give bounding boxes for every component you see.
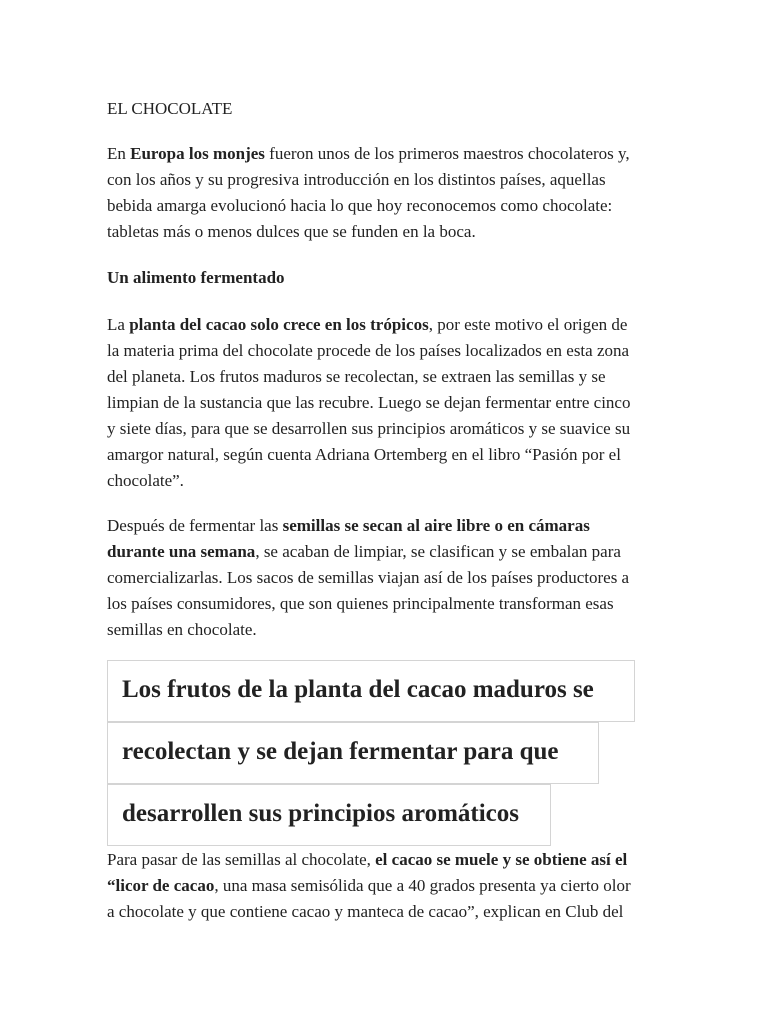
cacao-line-3: del planeta. Los frutos maduros se recolectan, se extraen las semillas y se [107, 367, 606, 386]
intro-line-1-post: fueron unos de los primeros maestros chocolateros y, [264, 144, 630, 163]
cacao-line-1-pre: La [107, 315, 130, 334]
licor-bold-licor: “licor de cacao [107, 876, 215, 895]
intro-line-4: tabletas más o menos dulces que se funden en la boca. [107, 222, 476, 241]
drying-line-1-pre: Después de fermentar las [107, 516, 283, 535]
cacao-line-7: chocolate”. [107, 471, 184, 490]
drying-line-2-post: , se acaban de limpiar, se clasifican y se embalan para [255, 542, 621, 561]
intro-line-1-pre: En [107, 144, 131, 163]
licor-line-1 [107, 847, 663, 873]
cacao-line-4: limpian de la sustancia que las recubre. Luego se dejan fermentar entre cinco [107, 393, 631, 412]
cacao-line-6: amargor natural, según cuenta Adriana Ortemberg en el libro “Pasión por el [107, 445, 621, 464]
section-heading: Un alimento fermentado [107, 268, 285, 287]
drying-paragraph [107, 513, 663, 643]
licor-paragraph [107, 847, 663, 925]
drying-line-2 [107, 539, 663, 565]
drying-bold-semillas: semillas se secan al aire libre o en cámaras [282, 516, 590, 535]
drying-line-5: semillas en chocolate. [107, 620, 257, 639]
intro-bold-europa: Europa los monjes [130, 144, 265, 163]
intro-line-2: con los años y su progresiva introducción en los distintos países, aquellas [107, 170, 606, 189]
cacao-line-2: la materia prima del chocolate procede de los países localizados en esta zona [107, 341, 630, 360]
pull-quote-line-2: recolectan y se dejan fermentar para que [107, 722, 599, 784]
cacao-line-1-post: , por este motivo el origen de [428, 315, 628, 334]
pull-quote-line-3: desarrollen sus principios aromáticos [107, 784, 551, 846]
licor-line-3: a chocolate y que contiene cacao y manteca de cacao”, explican en Club del [107, 902, 624, 921]
drying-bold-semana: durante una semana [107, 542, 256, 561]
intro-paragraph [107, 141, 663, 245]
licor-bold-muele: el cacao se muele y se obtiene así el [375, 850, 628, 869]
document-title: EL CHOCOLATE [107, 99, 233, 118]
drying-line-3: comercializarlas. Los sacos de semillas viajan así de los países productores a [107, 568, 630, 587]
cacao-bold-tropicos: planta del cacao solo crece en los trópicos [129, 315, 429, 334]
drying-line-4: los países consumidores, que son quienes principalmente transforman esas [107, 594, 614, 613]
cacao-line-5: y siete días, para que se desarrollen sus principios aromáticos y se suavice su [107, 419, 631, 438]
licor-line-2 [107, 873, 663, 899]
intro-line-1 [107, 141, 663, 167]
drying-line-1 [107, 513, 663, 539]
licor-line-1-pre: Para pasar de las semillas al chocolate, [107, 850, 376, 869]
licor-line-2-post: , una masa semisólida que a 40 grados presenta ya cierto olor [214, 876, 631, 895]
intro-line-3: bebida amarga evolucionó hacia lo que hoy reconocemos como chocolate: [107, 196, 613, 215]
cacao-paragraph [107, 312, 663, 494]
cacao-line-1 [107, 312, 663, 338]
pull-quote-line-1: Los frutos de la planta del cacao maduros se [107, 660, 635, 722]
